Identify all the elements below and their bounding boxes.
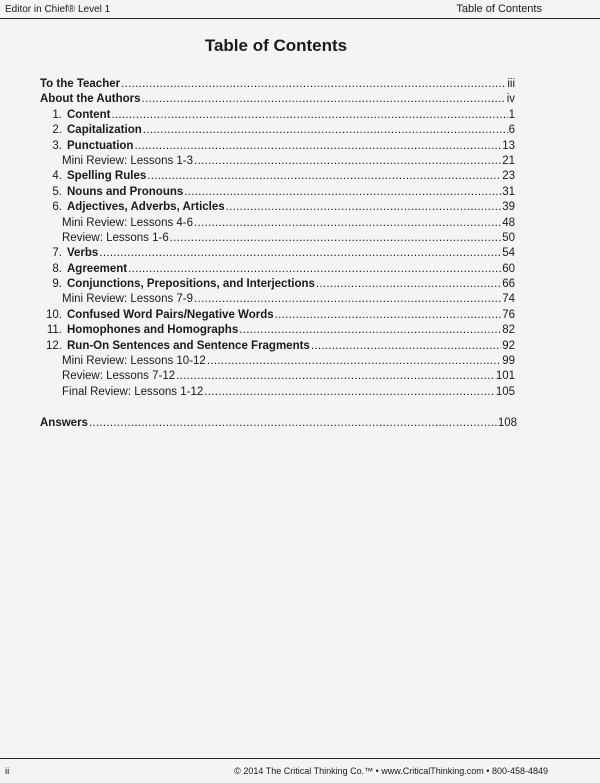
toc-entry — [40, 263, 515, 278]
dot-leader — [226, 201, 502, 213]
toc-entry — [40, 340, 515, 355]
toc-entry-title: Verbs — [67, 247, 99, 260]
toc-entry-page: 60 — [502, 262, 515, 275]
dot-leader — [89, 417, 497, 429]
toc-entry — [40, 155, 515, 170]
dot-leader — [170, 232, 501, 244]
toc-entry — [40, 386, 515, 401]
toc-entry — [40, 186, 515, 201]
toc-entry-number: 9. — [52, 278, 62, 291]
toc-entry-title: About the Authors — [40, 93, 141, 106]
table-of-contents — [40, 78, 515, 433]
toc-entry-title: Nouns and Pronouns — [67, 185, 184, 198]
toc-entry-title: To the Teacher — [40, 78, 121, 90]
toc-entry-page: 82 — [502, 324, 515, 337]
toc-entry-page: 92 — [502, 339, 515, 352]
dot-leader — [99, 247, 501, 259]
dot-leader — [275, 309, 502, 321]
toc-entry-page: 1 — [508, 108, 515, 121]
dot-leader — [239, 324, 501, 336]
toc-entry-title: Final Review: Lessons 1-12 — [62, 385, 204, 398]
toc-entry-page: iii — [507, 78, 515, 90]
toc-entry-title: Content — [67, 108, 111, 121]
toc-entry-number: 10. — [46, 308, 62, 321]
toc-entry — [40, 355, 515, 370]
toc-entry-title: Agreement — [67, 262, 128, 275]
page-title: Table of Contents — [204, 36, 348, 55]
toc-entry-page: 101 — [495, 370, 515, 383]
toc-entry-number: 8. — [52, 262, 62, 275]
toc-entry — [40, 232, 515, 247]
dot-leader — [194, 217, 501, 229]
running-header-left: Editor in Chief® Level 1 — [5, 4, 111, 15]
toc-entry-page: 74 — [502, 293, 515, 306]
toc-entry-page: 105 — [495, 385, 515, 398]
toc-entry — [40, 201, 515, 216]
toc-entry-title: Spelling Rules — [67, 170, 147, 183]
toc-entry — [40, 124, 515, 139]
page-number: ii — [5, 766, 10, 777]
toc-entry-answers — [38, 417, 517, 432]
copyright-footer: © 2014 The Critical Thinking Co.™ • www.CriticalThinking.com • 800-458-4849 — [234, 766, 548, 776]
footer-rule — [0, 758, 600, 759]
toc-entry-page: 54 — [502, 247, 515, 260]
toc-entry — [40, 247, 515, 262]
dot-leader — [147, 170, 501, 182]
dot-leader — [316, 278, 501, 290]
dot-leader — [128, 263, 501, 275]
dot-leader — [207, 355, 501, 367]
toc-entry-title: Review: Lessons 1-6 — [62, 231, 169, 244]
toc-entry-page: 6 — [508, 124, 515, 137]
toc-entry-page: 108 — [497, 417, 517, 430]
dot-leader — [311, 340, 501, 352]
toc-entry — [40, 217, 515, 232]
toc-entry-title: Mini Review: Lessons 1-3 — [62, 154, 194, 167]
toc-entry-page: 23 — [502, 170, 515, 183]
toc-entry-page: 76 — [502, 308, 515, 321]
toc-entry — [40, 140, 515, 155]
toc-entry-number: 2. — [52, 124, 62, 137]
toc-entry-number: 7. — [52, 247, 62, 260]
toc-entry-number: 11. — [46, 324, 62, 337]
dot-leader — [194, 293, 501, 305]
dot-leader — [142, 93, 506, 105]
dot-leader — [121, 78, 506, 90]
toc-entry — [40, 324, 515, 339]
toc-entry-page: 13 — [502, 139, 515, 152]
toc-entry-page: 31 — [502, 185, 515, 198]
toc-entry-title: Confused Word Pairs/Negative Words — [67, 308, 274, 321]
toc-entry-number: 4. — [52, 170, 62, 183]
toc-entry-page: 99 — [502, 355, 515, 368]
dot-leader — [134, 140, 501, 152]
toc-entry-page: 48 — [502, 216, 515, 229]
toc-entry-page: 39 — [502, 201, 515, 214]
dot-leader — [111, 109, 507, 121]
toc-entry-title: Mini Review: Lessons 10-12 — [62, 355, 206, 368]
toc-entry-page: 50 — [502, 231, 515, 244]
toc-entry-title: Homophones and Homographs — [67, 324, 239, 337]
toc-entry-page: 21 — [502, 154, 515, 167]
section-gap — [40, 401, 515, 417]
toc-entry-title: Run-On Sentences and Sentence Fragments — [67, 339, 310, 352]
header-rule — [0, 18, 600, 19]
dot-leader — [176, 370, 495, 382]
toc-entry-title: Adjectives, Adverbs, Articles — [67, 201, 225, 214]
toc-entry-title: Answers — [40, 417, 88, 430]
dot-leader — [184, 186, 501, 198]
toc-entry-title: Capitalization — [67, 124, 142, 137]
toc-entry-title: Conjunctions, Prepositions, and Interjections — [67, 278, 315, 291]
toc-entry-page: iv — [506, 93, 515, 106]
toc-entry-title: Mini Review: Lessons 7-9 — [62, 293, 194, 306]
toc-entry-number: 12. — [46, 339, 62, 352]
toc-entry-number: 5. — [52, 185, 62, 198]
toc-entry — [40, 109, 515, 124]
toc-entry-title: Mini Review: Lessons 4-6 — [62, 216, 194, 229]
toc-entry-number: 3. — [52, 139, 62, 152]
toc-entry-title: Punctuation — [67, 139, 134, 152]
toc-entry-page: 66 — [502, 278, 515, 291]
dot-leader — [204, 386, 495, 398]
dot-leader — [194, 155, 501, 167]
toc-entry-number: 6. — [52, 201, 62, 214]
toc-entry — [40, 78, 515, 93]
running-header-right: Table of Contents — [456, 3, 542, 15]
toc-entry — [40, 278, 515, 293]
toc-entry-title: Review: Lessons 7-12 — [62, 370, 176, 383]
toc-entry — [40, 93, 515, 108]
toc-entry — [40, 370, 515, 385]
dot-leader — [143, 124, 508, 136]
toc-entry — [40, 293, 515, 308]
toc-entry-number: 1. — [52, 108, 62, 121]
toc-entry — [40, 170, 515, 185]
toc-entry — [40, 309, 515, 324]
